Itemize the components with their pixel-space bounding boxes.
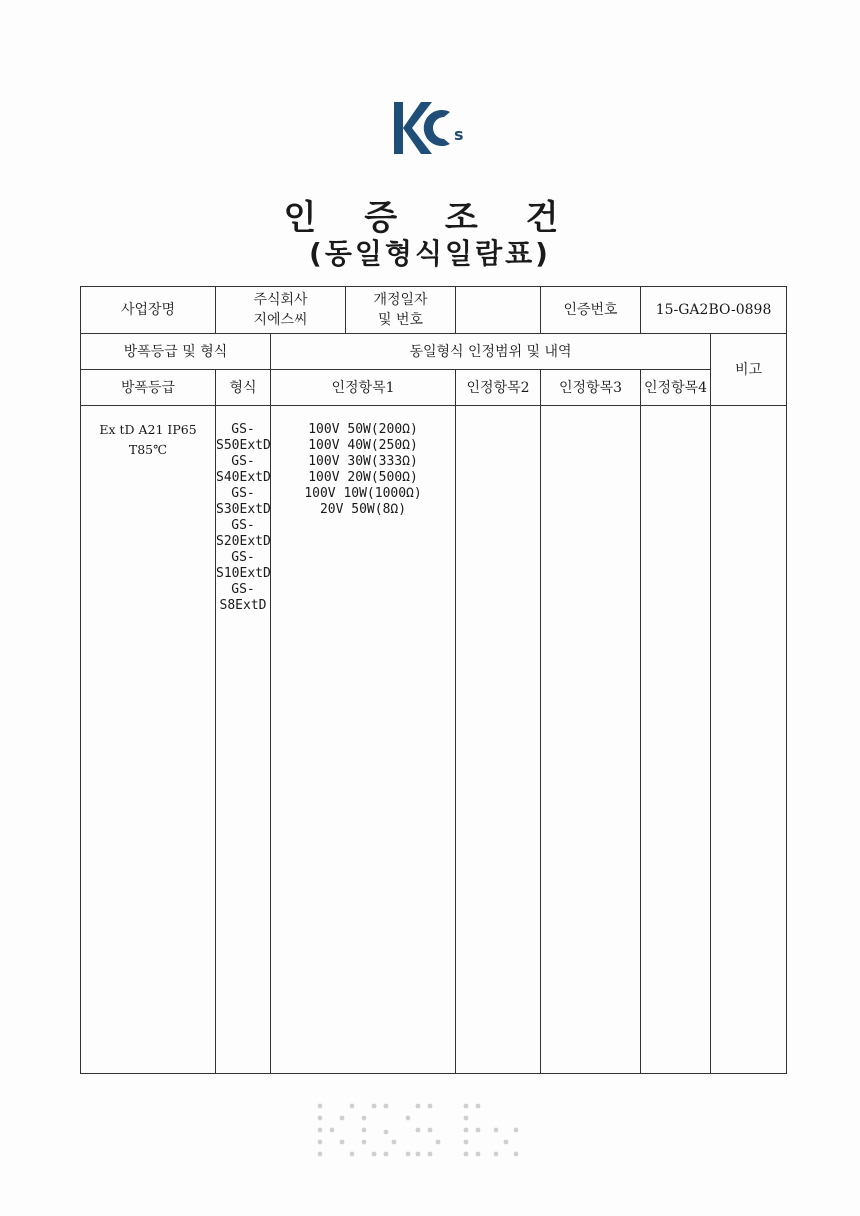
model-cell <box>216 406 271 1074</box>
item1-value: 100V 10W(1000Ω) <box>304 486 422 501</box>
company-line-2: 지에스씨 <box>253 312 308 328</box>
item1-value: 100V 40W(250Ω) <box>308 438 418 453</box>
model-header: 형식 <box>216 370 271 406</box>
cert-no-value: 15-GA2BO-0898 <box>641 287 787 334</box>
group-protection-header: 방폭등급 및 형식 <box>81 334 271 370</box>
model-item: GS-S10ExtD <box>216 550 271 581</box>
column-header-row <box>81 370 787 406</box>
remarks-cell <box>711 406 787 1074</box>
protection-grade-header: 방폭등급 <box>81 370 216 406</box>
document-subtitle: (동일형식일람표) <box>309 237 551 270</box>
certification-table <box>80 286 787 1074</box>
model-item: GS-S50ExtD <box>216 422 271 453</box>
company-name <box>216 287 346 334</box>
document-title: 인 증 조 건 <box>283 198 577 238</box>
item1-value: 100V 50W(200Ω) <box>308 422 418 437</box>
business-place-label: 사업장명 <box>81 287 216 334</box>
revision-line-2: 및 번호 <box>378 312 424 328</box>
model-item: GS-S20ExtD <box>216 518 271 549</box>
company-line-1: 주식회사 <box>253 292 308 308</box>
item1-value: 100V 20W(500Ω) <box>308 470 418 485</box>
model-item: GS-S40ExtD <box>216 454 271 485</box>
rating-line-2: T85℃ <box>128 442 168 457</box>
item2-header: 인정항목2 <box>456 370 541 406</box>
rating-line-1: Ex tD A21 IP65 <box>99 422 197 437</box>
group-scope-header: 동일형식 인정범위 및 내역 <box>271 334 711 370</box>
item3-cell <box>541 406 641 1074</box>
item1-value: 100V 30W(333Ω) <box>308 454 418 469</box>
svg-text:s: s <box>454 125 464 144</box>
remarks-header: 비고 <box>711 334 787 406</box>
item1-header: 인정항목1 <box>271 370 456 406</box>
model-item: GS-S8ExtD <box>219 582 267 613</box>
header-row <box>81 287 787 334</box>
revision-line-1: 개정일자 <box>373 292 428 308</box>
kcs-logo <box>388 98 468 160</box>
kgs-watermark <box>316 1100 526 1160</box>
cert-no-label: 인증번호 <box>541 287 641 334</box>
revision-label <box>346 287 456 334</box>
group-header-row <box>81 334 787 370</box>
item1-cell <box>271 406 456 1074</box>
protection-grade-cell <box>81 406 216 1074</box>
revision-value <box>456 287 541 334</box>
item4-cell <box>641 406 711 1074</box>
item4-header: 인정항목4 <box>641 370 711 406</box>
data-row <box>81 406 787 1074</box>
item3-header: 인정항목3 <box>541 370 641 406</box>
item2-cell <box>456 406 541 1074</box>
item1-value: 20V 50W(8Ω) <box>319 502 407 517</box>
model-item: GS-S30ExtD <box>216 486 271 517</box>
